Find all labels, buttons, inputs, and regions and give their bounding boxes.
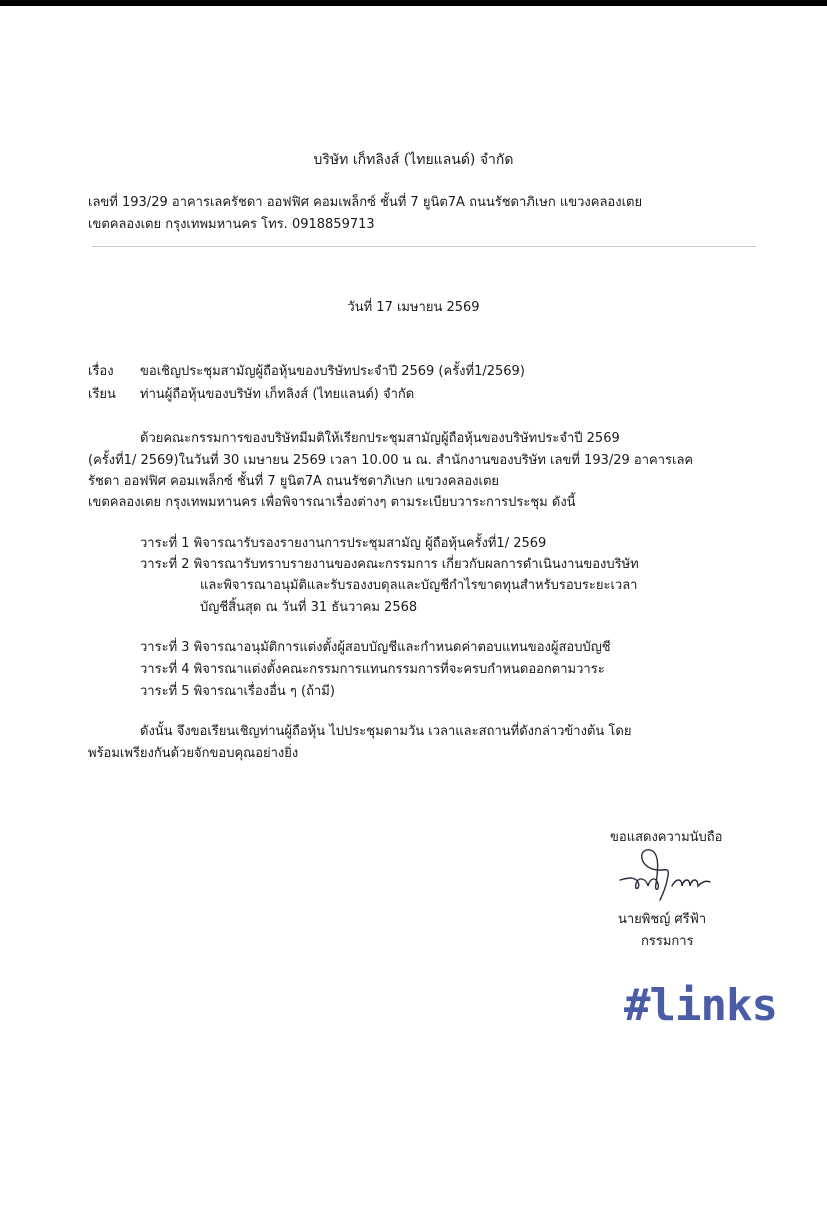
body-line-3: รัชดา ออฟฟิศ คอมเพล็กซ์ ชั้นที่ 7 ยูนิต7A ถนนรัชดาภิเษก แขวงคลองเตย [88,474,500,489]
agenda-item-2: วาระที่ 2 พิจารณารับทราบรายงานของคณะกรรมการ เกี่ยวกับผลการดำเนินงานของบริษัท [140,557,639,572]
letter-date: วันที่ 17 เมษายน 2569 [347,300,480,315]
regards-text: ขอแสดงความนับถือ [610,830,723,845]
subject-label: เรื่อง [88,364,114,379]
signer-title: กรรมการ [641,934,694,949]
company-address-line-1: เลขที่ 193/29 อาคารเลครัชดา ออฟฟิศ คอมเพล็กซ์ ชั้นที่ 7 ยูนิต7A ถนนรัชดาภิเษก แขวงคลองเตย [88,195,643,210]
handwritten-signature [598,842,728,904]
closing-line-1: ดังนั้น จึงขอเรียนเชิญท่านผู้ถือหุ้น ไปประชุมตามวัน เวลาและสถานที่ดังกล่าวข้างต้น โดย [140,724,632,739]
body-line-2: (ครั้งที่1/ 2569)ในวันที่ 30 เมษายน 2569 เวลา 10.00 น ณ. สำนักงานของบริษัท เลขที่ 193/29 อาคารเลค [88,453,694,468]
company-name: บริษัท เก็ทลิงส์ (ไทยแลนด์) จำกัด [313,152,514,168]
agenda-item-2-continuation: และพิจารณาอนุมัติและรับรองงบดุลและบัญชีกำไรขาดทุนสำหรับรอบระยะเวลา [200,578,638,593]
agenda-item-1: วาระที่ 1 พิจารณารับรองรายงานการประชุมสามัญ ผู้ถือหุ้นครั้งที่1/ 2569 [140,536,547,551]
subject-text: ขอเชิญประชุมสามัญผู้ถือหุ้นของบริษัทประจำปี 2569 (ครั้งที่1/2569) [140,364,525,379]
recipient-text: ท่านผู้ถือหุ้นของบริษัท เก็ทลิงส์ (ไทยแลนด์) จำกัด [140,387,415,402]
agenda-item-5: วาระที่ 5 พิจารณาเรื่องอื่น ๆ (ถ้ามี) [140,684,335,699]
body-line-1: ด้วยคณะกรรมการของบริษัทมีมติให้เรียกประชุมสามัญผู้ถือหุ้นของบริษัทประจำปี 2569 [140,431,620,446]
agenda-item-2-continuation-2: บัญชีสิ้นสุด ณ วันที่ 31 ธันวาคม 2568 [200,600,418,615]
closing-line-2: พร้อมเพรียงกันด้วยจักขอบคุณอย่างยิ่ง [88,746,299,761]
body-line-4: เขตคลองเตย กรุงเทพมหานคร เพื่อพิจารณาเรื่องต่างๆ ตามระเบียบวาระการประชุม ดังนี้ [88,495,576,510]
signer-name: นายพิชญ์ ศรีฟ้า [618,912,707,927]
company-address-line-2: เขตคลองเตย กรุงเทพมหานคร โทร. 0918859713 [88,217,375,232]
links-stamp: #links [624,980,777,1031]
recipient-label: เรียน [88,387,116,402]
agenda-item-3: วาระที่ 3 พิจารณาอนุมัติการแต่งตั้งผู้สอบบัญชีและกำหนดค่าตอบแทนของผู้สอบบัญชี [140,640,611,655]
header-divider [92,246,756,247]
agenda-item-4: วาระที่ 4 พิจารณาแต่งตั้งคณะกรรมการแทนกรรมการที่จะครบกำหนดออกตามวาระ [140,662,605,677]
